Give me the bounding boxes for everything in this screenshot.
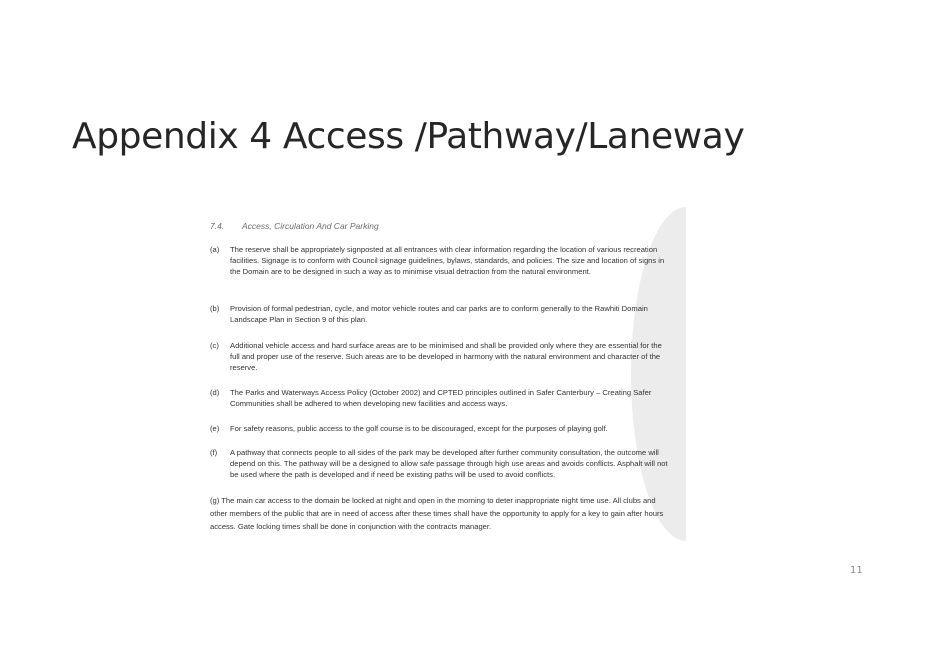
clause-f bbox=[210, 447, 672, 481]
clause-text: A pathway that connects people to all sides of the park may be developed after further community consultation, the outcome will depend on this. The pathway will be a designed to allow safe passage through high use areas and avoids conflicts. Asphalt will not be used where the path is developed and if need be existing paths will be used to avoid conflicts. bbox=[230, 448, 668, 480]
clause-label: (c) bbox=[210, 341, 219, 350]
clause-label: (d) bbox=[210, 388, 220, 397]
clause-text: For safety reasons, public access to the golf course is to be discouraged, except for the purposes of playing golf. bbox=[230, 424, 608, 433]
section-title: Access, Circulation And Car Parking bbox=[242, 221, 379, 231]
clause-e bbox=[210, 423, 672, 434]
slide-title: Appendix 4 Access /Pathway/Laneway bbox=[72, 116, 745, 157]
clause-g: (g) The main car access to the domain be locked at night and open in the morning to deter inappropriate night time use. All clubs and other members of the public that are in need of access after these times shall have the opportunity to apply for a key to gain after hours access. Gate locking times shall be done in conjunction with the contracts manager. bbox=[210, 496, 664, 531]
clause-d bbox=[210, 387, 672, 409]
clause-c bbox=[210, 340, 672, 374]
clause-b bbox=[210, 303, 672, 325]
section-heading bbox=[210, 221, 379, 231]
clause-text: Additional vehicle access and hard surface areas are to be minimised and shall be provided only where they are essential for the full and proper use of the reserve. Such areas are to be developed in harmony with the natural environment and character of the reserve. bbox=[230, 341, 662, 373]
clause-a bbox=[210, 244, 672, 278]
clause-label: (b) bbox=[210, 304, 220, 313]
clause-label: (a) bbox=[210, 245, 220, 254]
clause-text: The reserve shall be appropriately signposted at all entrances with clear information regarding the location of various recreation facilities. Signage is to conform with Council signage guidelines, bylaws, standards, and policies. The size and location of signs in the Domain are to be designed in such a way as to minimise visual detraction from the natural environment. bbox=[230, 245, 665, 277]
section-number: 7.4. bbox=[210, 221, 225, 231]
clause-text: Provision of formal pedestrian, cycle, and motor vehicle routes and car parks are to conform generally to the Rawhiti Domain Landscape Plan in Section 9 of this plan. bbox=[230, 304, 648, 325]
clause-label: (e) bbox=[210, 424, 220, 433]
clause-text: The Parks and Waterways Access Policy (October 2002) and CPTED principles outlined in Safer Canterbury – Creating Safer Communities shall be adhered to when developing new facilities and access ways. bbox=[230, 388, 652, 409]
page-number: 11 bbox=[850, 565, 863, 576]
clause-label: (f) bbox=[210, 448, 218, 457]
document-excerpt-image bbox=[204, 207, 686, 541]
